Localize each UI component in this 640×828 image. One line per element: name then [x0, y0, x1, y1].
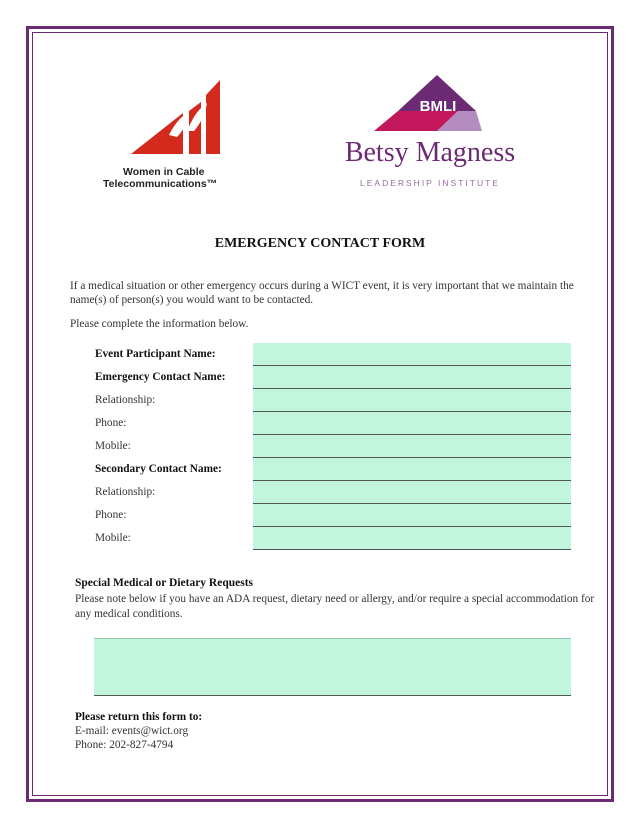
special-requests-title: Special Medical or Dietary Requests: [75, 577, 254, 589]
bmli-abbr: BMLI: [419, 98, 457, 115]
return-email: E-mail: events@wict.org: [75, 725, 189, 737]
emergency-contact-label: Emergency Contact Name:: [95, 371, 226, 383]
wict-wordmark: [103, 166, 233, 190]
secondary-mobile-field[interactable]: [253, 527, 571, 550]
field-row-secondary-relationship: [95, 481, 571, 504]
secondary-relationship-label: Relationship:: [95, 486, 156, 498]
secondary-phone-field[interactable]: [253, 504, 571, 527]
participant-name-field[interactable]: [253, 343, 571, 366]
emergency-contact-field[interactable]: [253, 366, 571, 389]
secondary-contact-label: Secondary Contact Name:: [95, 463, 222, 475]
field-row-participant-name: [95, 343, 571, 366]
field-row-secondary-phone: [95, 504, 571, 527]
form-title: EMERGENCY CONTACT FORM: [214, 236, 426, 251]
wict-line2: Telecommunications™: [103, 178, 218, 190]
mobile-label: Mobile:: [95, 440, 131, 452]
phone-label: Phone:: [95, 417, 127, 429]
secondary-contact-field[interactable]: [253, 458, 571, 481]
secondary-mobile-label: Mobile:: [95, 532, 131, 544]
instruction-text: Please complete the information below.: [70, 318, 249, 330]
participant-name-label: Event Participant Name:: [95, 348, 216, 360]
relationship-field[interactable]: [253, 389, 571, 412]
phone-field[interactable]: [253, 412, 571, 435]
field-row-phone: [95, 412, 571, 435]
bmli-logo: [330, 75, 530, 190]
field-row-secondary-mobile: [95, 527, 571, 550]
return-title: Please return this form to:: [75, 711, 203, 723]
intro-paragraph: If a medical situation or other emergency occurs during a WICT event, it is very important that we maintain the name(s) of person(s) you would want to be contacted.: [70, 280, 574, 306]
wict-logo: [103, 75, 233, 193]
bmli-subtitle: LEADERSHIP INSTITUTE: [360, 178, 500, 188]
field-row-secondary-contact: [95, 458, 571, 481]
special-requests-textarea[interactable]: [94, 638, 571, 696]
secondary-phone-label: Phone:: [95, 509, 127, 521]
return-phone: Phone: 202-827-4794: [75, 739, 174, 751]
field-row-mobile: [95, 435, 571, 458]
bmli-name: Betsy Magness: [344, 137, 516, 168]
field-row-relationship: [95, 389, 571, 412]
wict-line1: Women in Cable: [123, 166, 205, 178]
wict-w-mark-icon: [103, 75, 233, 165]
field-row-emergency-contact: [95, 366, 571, 389]
mobile-field[interactable]: [253, 435, 571, 458]
relationship-label: Relationship:: [95, 394, 156, 406]
special-requests-note: Please note below if you have an ADA request, dietary need or allergy, and/or require a special accommodation for any medical conditions.: [75, 593, 595, 620]
secondary-relationship-field[interactable]: [253, 481, 571, 504]
